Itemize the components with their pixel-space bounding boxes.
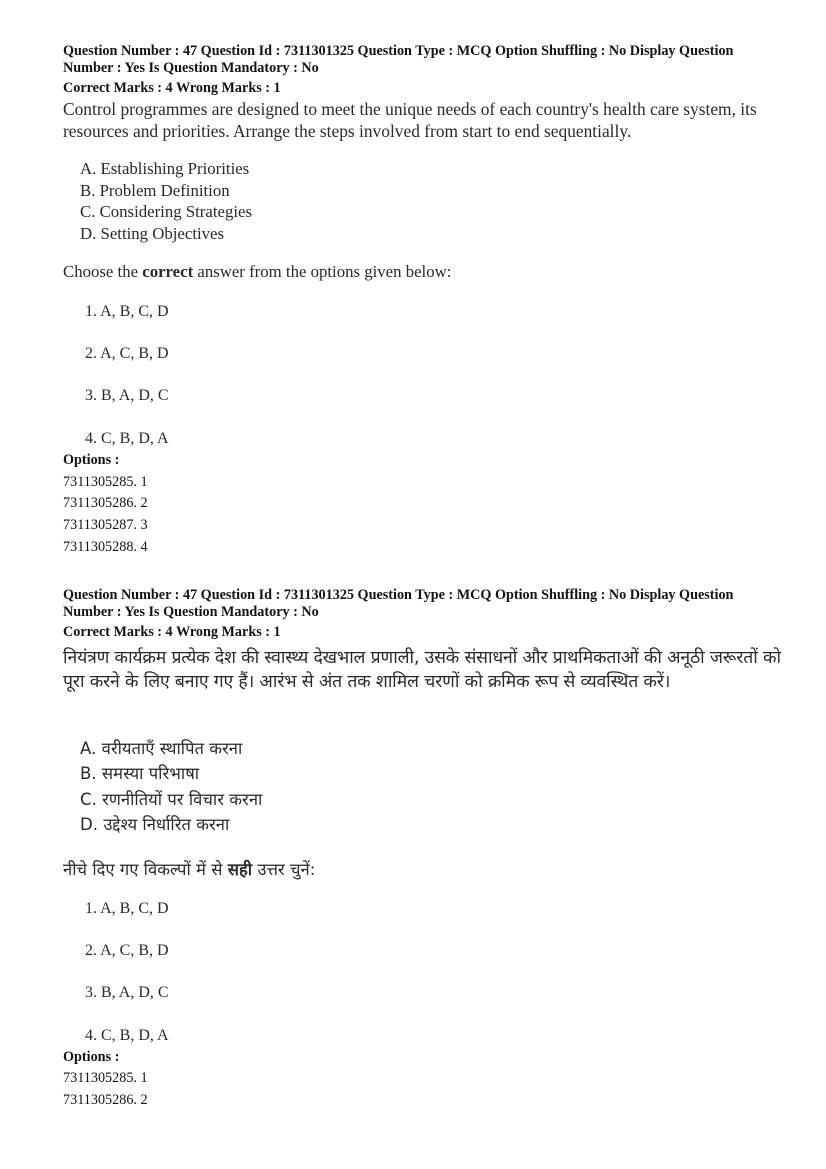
- option-id: 7311305288. 4: [63, 539, 148, 555]
- instruction-pre: Choose the: [63, 262, 143, 281]
- list-item: A. वरीयताएँ स्थापित करना: [80, 739, 243, 758]
- meta-line: Number : Yes Is Question Mandatory : No: [63, 604, 319, 620]
- option-id: 7311305286. 2: [63, 495, 148, 511]
- answer-option: 4. C, B, D, A: [85, 430, 169, 447]
- list-item: B. Problem Definition: [80, 181, 230, 200]
- answer-option: 3. B, A, D, C: [85, 984, 169, 1001]
- instruction-text: [63, 857, 315, 880]
- list-item: B. समस्या परिभाषा: [80, 764, 200, 783]
- option-id: 7311305286. 2: [63, 1092, 148, 1108]
- instruction-bold: correct: [142, 262, 194, 281]
- option-id: 7311305285. 1: [63, 474, 148, 490]
- question-meta: [63, 587, 783, 621]
- instruction-pre: नीचे दिए गए विकल्पों में से: [63, 860, 228, 879]
- instruction-text: [63, 262, 451, 282]
- question-meta: [63, 43, 783, 77]
- answer-option: 3. B, A, D, C: [85, 387, 169, 404]
- marks-line: Correct Marks : 4 Wrong Marks : 1: [63, 80, 281, 96]
- option-id: 7311305287. 3: [63, 517, 148, 533]
- list-item: C. रणनीतियों पर विचार करना: [80, 790, 263, 809]
- options-label: Options :: [63, 452, 120, 468]
- list-item: D. Setting Objectives: [80, 224, 225, 243]
- meta-line: Question Number : 47 Question Id : 7311301325 Question Type : MCQ Option Shuffling : No Display Question: [63, 587, 734, 603]
- options-label: Options :: [63, 1049, 120, 1065]
- answer-option: 2. A, C, B, D: [85, 942, 169, 959]
- instruction-post: उत्तर चुनें:: [252, 860, 316, 879]
- list-item: A. Establishing Priorities: [80, 159, 250, 178]
- answer-option: 4. C, B, D, A: [85, 1027, 169, 1044]
- list-item: D. उद्देश्य निर्धारित करना: [80, 815, 230, 834]
- marks-line: Correct Marks : 4 Wrong Marks : 1: [63, 624, 281, 640]
- answer-option: 1. A, B, C, D: [85, 900, 169, 917]
- question-text: Control programmes are designed to meet the unique needs of each country's health care system, its resources and priorities. Arrange the steps involved from start to end sequentially.: [63, 99, 757, 141]
- list-item: C. Considering Strategies: [80, 202, 252, 221]
- question-text: नियंत्रण कार्यक्रम प्रत्येक देश की स्वास्थ्य देखभाल प्रणाली, उसके संसाधनों और प्राथमिकताओं की अनूठी जरूरतों को पूरा करने के लिए बनाए गए हैं। आरंभ से अंत तक शामिल चरणों को क्रमिक रूप से व्यवस्थित करें।: [63, 648, 781, 692]
- answer-option: 1. A, B, C, D: [85, 303, 169, 320]
- meta-line: Number : Yes Is Question Mandatory : No: [63, 60, 319, 76]
- option-id: 7311305285. 1: [63, 1070, 148, 1086]
- meta-line: Question Number : 47 Question Id : 7311301325 Question Type : MCQ Option Shuffling : No Display Question: [63, 43, 734, 59]
- instruction-post: answer from the options given below:: [193, 262, 452, 281]
- instruction-bold: सही: [227, 860, 253, 879]
- answer-option: 2. A, C, B, D: [85, 345, 169, 362]
